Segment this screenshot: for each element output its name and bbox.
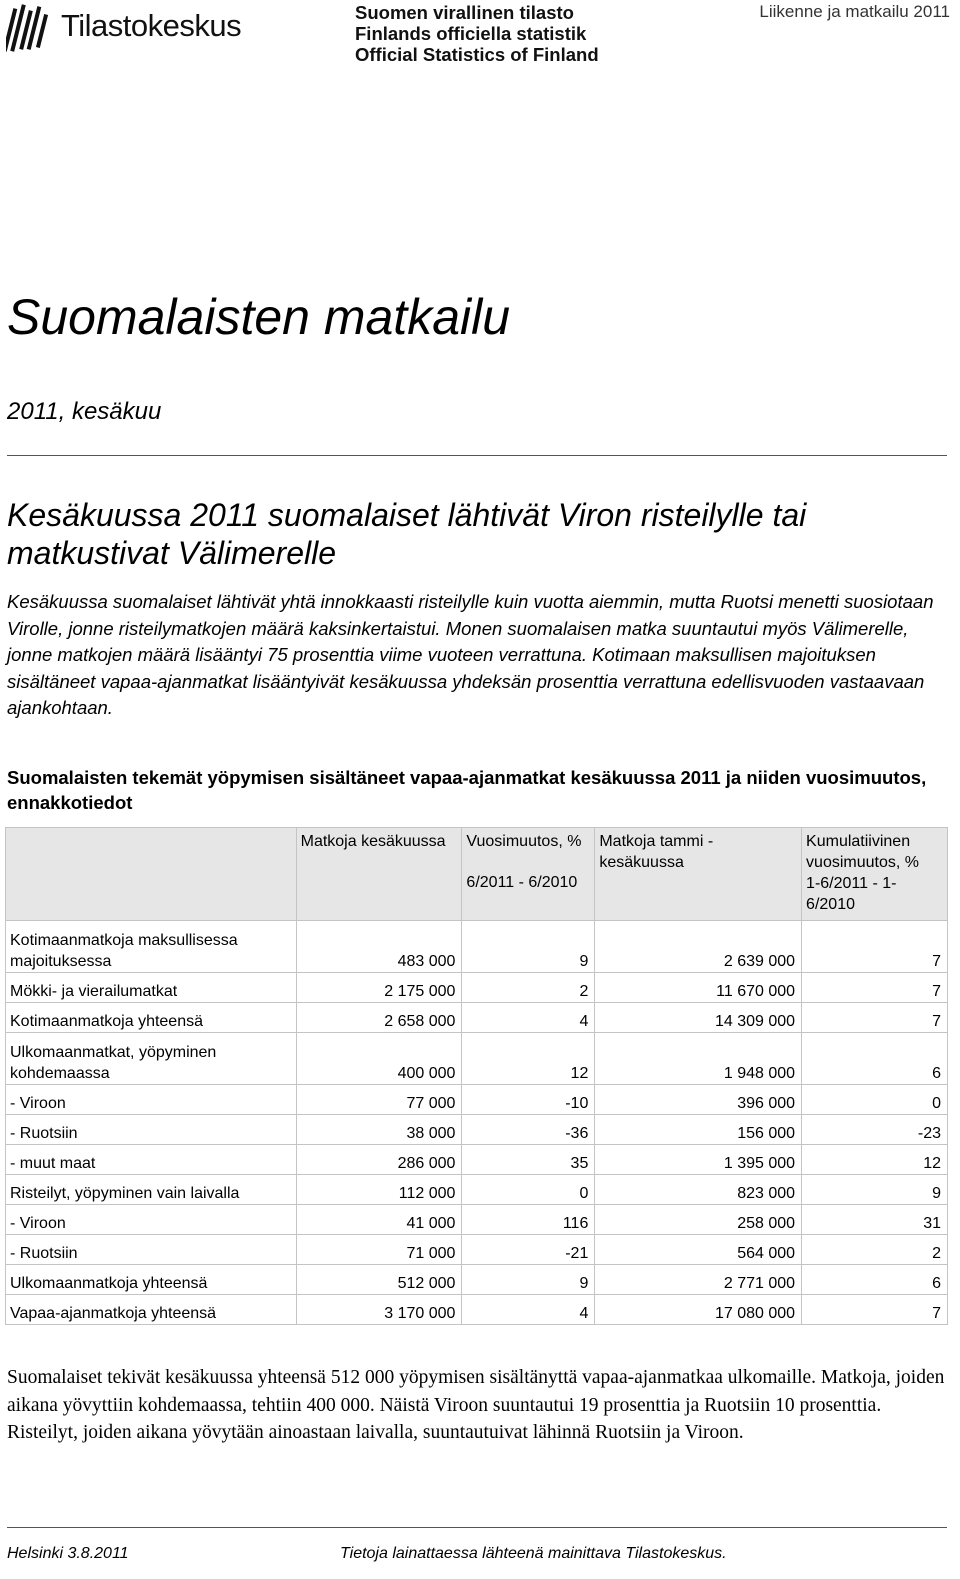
row-label: - Viroon bbox=[6, 1085, 297, 1115]
june-trips-cell: 483 000 bbox=[296, 921, 462, 973]
header-ytd-trips: Matkoja tammi - kesäkuussa bbox=[595, 828, 802, 921]
yoy-change-cell: 35 bbox=[462, 1145, 595, 1175]
ytd-trips-cell: 823 000 bbox=[595, 1175, 802, 1205]
table-row bbox=[6, 921, 948, 973]
series-label: Liikenne ja matkailu 2011 bbox=[759, 2, 950, 21]
table-caption: Suomalaisten tekemät yöpymisen sisältäneet vapaa-ajanmatkat kesäkuussa 2011 ja niiden vuosimuutos, ennakkotiedot bbox=[7, 767, 927, 813]
yoy-change-cell: -36 bbox=[462, 1115, 595, 1145]
cumulative-change-cell: -23 bbox=[802, 1115, 948, 1145]
table-header-row bbox=[6, 828, 948, 921]
yoy-change-cell: 12 bbox=[462, 1033, 595, 1085]
header-yoy-period: 6/2011 - 6/2010 bbox=[466, 874, 578, 891]
footer-divider bbox=[7, 1527, 947, 1528]
table-row bbox=[6, 1175, 948, 1205]
ytd-trips-cell: 258 000 bbox=[595, 1205, 802, 1235]
row-label: Vapaa-ajanmatkoja yhteensä bbox=[6, 1295, 297, 1325]
period-label: 2011, kesäkuu bbox=[7, 398, 162, 425]
ytd-trips-cell: 14 309 000 bbox=[595, 1003, 802, 1033]
june-trips-cell: 112 000 bbox=[296, 1175, 462, 1205]
cumulative-change-cell: 12 bbox=[802, 1145, 948, 1175]
row-label: Mökki- ja vierailumatkat bbox=[6, 973, 297, 1003]
body-paragraph: Suomalaiset tekivät kesäkuussa yhteensä 512 000 yöpymisen sisältänyttä vapaa-ajanmatkaa ulkomaille. Matkoja, joiden aikana yövyttiin kohdemaassa, tehtiin 400 000. Näistä Viroon suuntautui 19 prosenttia ja Ruotsiin 10 prosenttia. Risteilyt, joiden aikana yövytään ainoastaan laivalla, suuntautuivat lähinnä Ruotsiin ja Viroon. bbox=[7, 1367, 945, 1443]
june-trips-cell: 71 000 bbox=[296, 1235, 462, 1265]
june-trips-cell: 2 658 000 bbox=[296, 1003, 462, 1033]
row-label: Kotimaanmatkoja yhteensä bbox=[6, 1003, 297, 1033]
table-row bbox=[6, 1145, 948, 1175]
ytd-trips-cell: 564 000 bbox=[595, 1235, 802, 1265]
yoy-change-cell: -21 bbox=[462, 1235, 595, 1265]
june-trips-cell: 400 000 bbox=[296, 1033, 462, 1085]
table-row bbox=[6, 1085, 948, 1115]
headline: Kesäkuussa 2011 suomalaiset lähtivät Viron risteilylle tai matkustivat Välimerelle bbox=[7, 497, 807, 571]
table-row bbox=[6, 1235, 948, 1265]
header-cumulative-period: 1-6/2011 - 1-6/2010 bbox=[806, 875, 897, 913]
yoy-change-cell: 4 bbox=[462, 1295, 595, 1325]
cumulative-change-cell: 6 bbox=[802, 1033, 948, 1085]
cumulative-change-cell: 7 bbox=[802, 973, 948, 1003]
ytd-trips-cell: 156 000 bbox=[595, 1115, 802, 1145]
table-row bbox=[6, 1115, 948, 1145]
june-trips-cell: 2 175 000 bbox=[296, 973, 462, 1003]
yoy-change-cell: 4 bbox=[462, 1003, 595, 1033]
june-trips-cell: 38 000 bbox=[296, 1115, 462, 1145]
ytd-trips-cell: 2 639 000 bbox=[595, 921, 802, 973]
osf-line-fi: Suomen virallinen tilasto bbox=[355, 2, 574, 23]
ytd-trips-cell: 11 670 000 bbox=[595, 973, 802, 1003]
row-label: - Viroon bbox=[6, 1205, 297, 1235]
ytd-trips-cell: 1 395 000 bbox=[595, 1145, 802, 1175]
lead-paragraph: Kesäkuussa suomalaiset lähtivät yhtä innokkaasti risteilylle kuin vuotta aiemmin, mutta Ruotsi menetti suosiotaan Virolle, jonne risteilymatkojen määrä kaksinkertaistui. Monen suomalaisen matka suuntautui myös Välimerelle, jonne matkojen määrä lisääntyi 75 prosenttia viime vuoteen verrattuna. Kotimaan maksullisen majoituksen sisältäneet vapaa-ajanmatkat lisääntyivät kesäkuussa yhdeksän prosenttia verrattuna edellisvuoden vastaavaan ajankohtaan. bbox=[7, 591, 934, 718]
row-label: - muut maat bbox=[6, 1145, 297, 1175]
tilastokeskus-logo bbox=[6, 2, 242, 58]
header-empty-cell bbox=[6, 828, 297, 921]
june-trips-cell: 286 000 bbox=[296, 1145, 462, 1175]
cumulative-change-cell: 2 bbox=[802, 1235, 948, 1265]
header-yoy-change bbox=[462, 828, 595, 921]
table-row bbox=[6, 1003, 948, 1033]
row-label: Risteilyt, yöpyminen vain laivalla bbox=[6, 1175, 297, 1205]
june-trips-cell: 41 000 bbox=[296, 1205, 462, 1235]
osf-line-sv: Finlands officiella statistik bbox=[355, 23, 587, 44]
cumulative-change-cell: 6 bbox=[802, 1265, 948, 1295]
header-cumulative-change bbox=[802, 828, 948, 921]
ytd-trips-cell: 2 771 000 bbox=[595, 1265, 802, 1295]
june-trips-cell: 512 000 bbox=[296, 1265, 462, 1295]
yoy-change-cell: 116 bbox=[462, 1205, 595, 1235]
header-yoy-title: Vuosimuutos, % bbox=[466, 833, 582, 850]
header-june-trips: Matkoja kesäkuussa bbox=[296, 828, 462, 921]
row-label: Ulkomaanmatkat, yöpyminen kohdemaassa bbox=[6, 1033, 297, 1085]
ytd-trips-cell: 1 948 000 bbox=[595, 1033, 802, 1085]
ytd-trips-cell: 396 000 bbox=[595, 1085, 802, 1115]
logo-text: Tilastokeskus bbox=[61, 8, 242, 43]
cumulative-change-cell: 7 bbox=[802, 1295, 948, 1325]
logo-mark-icon bbox=[6, 2, 50, 56]
osf-line-en: Official Statistics of Finland bbox=[355, 44, 599, 65]
page-title: Suomalaisten matkailu bbox=[7, 289, 511, 345]
cumulative-change-cell: 0 bbox=[802, 1085, 948, 1115]
footer-source-note: Tietoja lainattaessa lähteenä mainittava Tilastokeskus. bbox=[340, 1545, 727, 1562]
header-divider bbox=[7, 455, 947, 456]
statistics-table bbox=[5, 827, 948, 1325]
yoy-change-cell: 9 bbox=[462, 921, 595, 973]
official-statistics-label bbox=[355, 2, 599, 65]
ytd-trips-cell: 17 080 000 bbox=[595, 1295, 802, 1325]
table-row bbox=[6, 1265, 948, 1295]
footer-date: Helsinki 3.8.2011 bbox=[7, 1545, 129, 1562]
june-trips-cell: 3 170 000 bbox=[296, 1295, 462, 1325]
row-label: Kotimaanmatkoja maksullisessa majoituksessa bbox=[6, 921, 297, 973]
cumulative-change-cell: 31 bbox=[802, 1205, 948, 1235]
cumulative-change-cell: 7 bbox=[802, 1003, 948, 1033]
row-label: - Ruotsiin bbox=[6, 1115, 297, 1145]
june-trips-cell: 77 000 bbox=[296, 1085, 462, 1115]
row-label: Ulkomaanmatkoja yhteensä bbox=[6, 1265, 297, 1295]
yoy-change-cell: 9 bbox=[462, 1265, 595, 1295]
cumulative-change-cell: 9 bbox=[802, 1175, 948, 1205]
cumulative-change-cell: 7 bbox=[802, 921, 948, 973]
header-cumulative-title: Kumulatiivinen vuosimuutos, % bbox=[806, 833, 919, 871]
table-row bbox=[6, 973, 948, 1003]
table-row bbox=[6, 1295, 948, 1325]
table-row bbox=[6, 1205, 948, 1235]
table-row bbox=[6, 1033, 948, 1085]
yoy-change-cell: 2 bbox=[462, 973, 595, 1003]
yoy-change-cell: -10 bbox=[462, 1085, 595, 1115]
row-label: - Ruotsiin bbox=[6, 1235, 297, 1265]
yoy-change-cell: 0 bbox=[462, 1175, 595, 1205]
